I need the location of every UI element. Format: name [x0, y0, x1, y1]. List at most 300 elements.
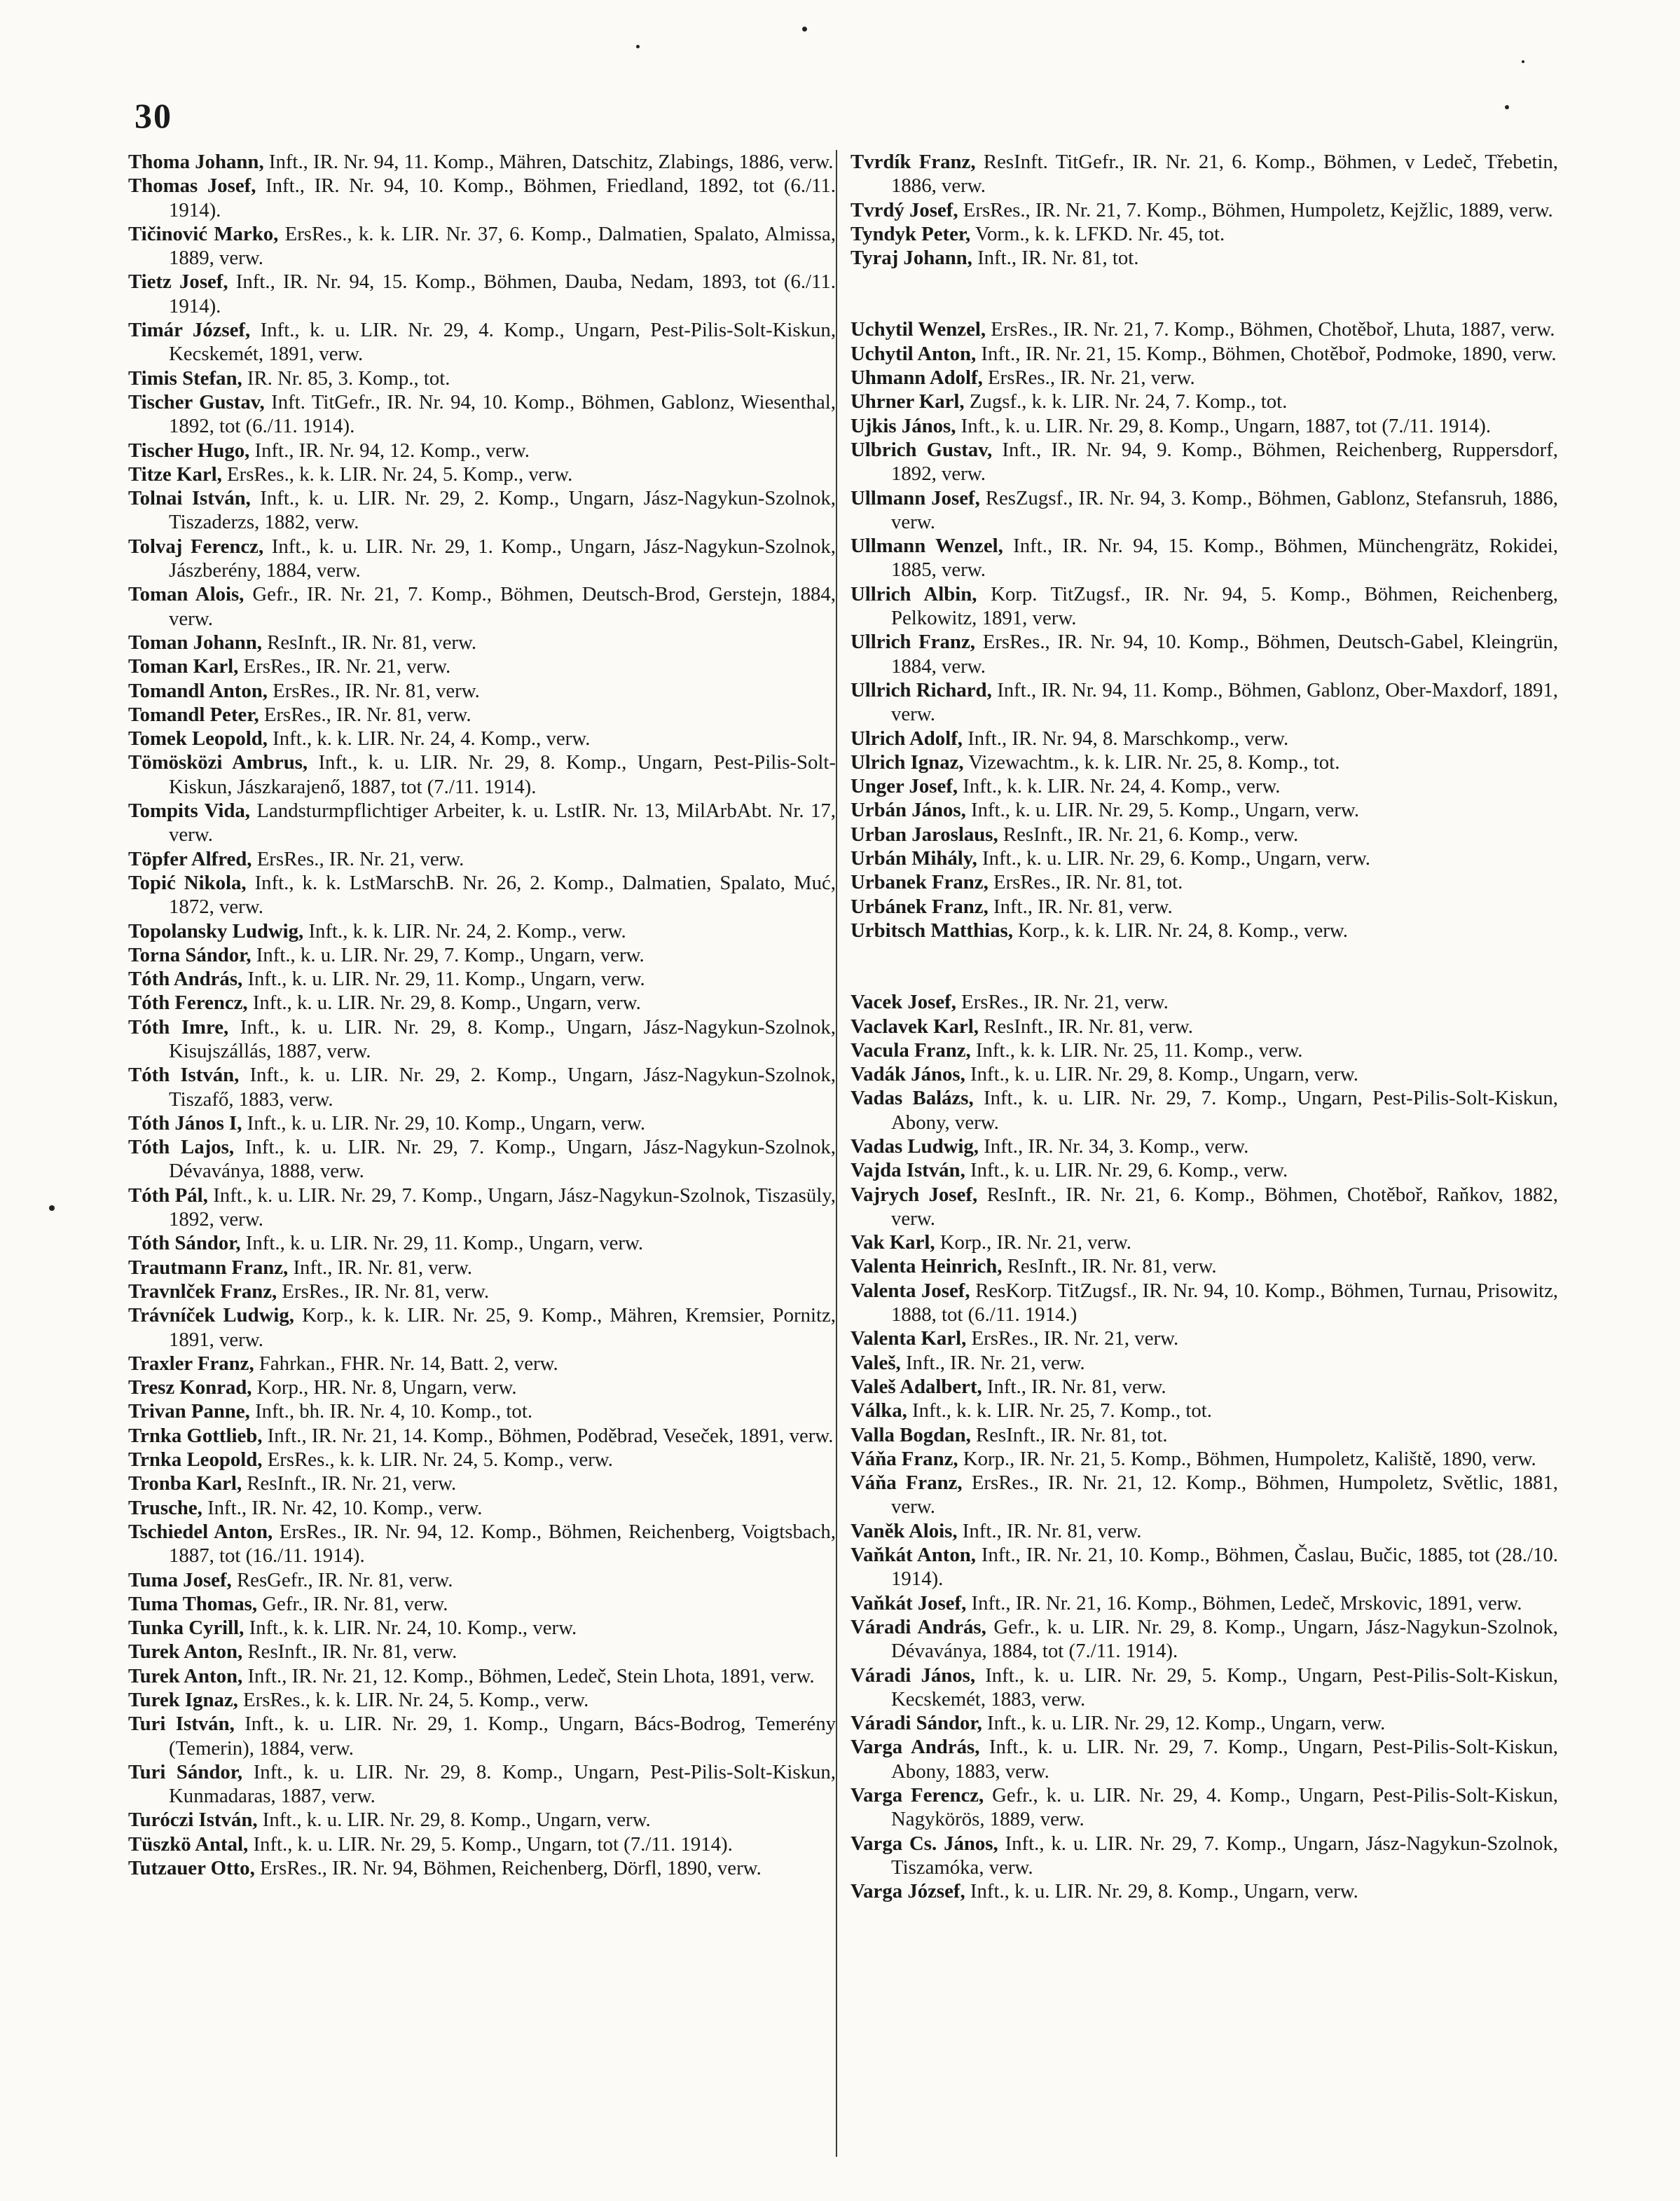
print-speck — [636, 45, 640, 48]
entry-name: Tvrdík Franz, — [851, 151, 976, 173]
entry-detail: ResInft., IR. Nr. 81, tot. — [976, 1423, 1168, 1446]
entry-detail: ErsRes., k. k. LIR. Nr. 37, 6. Komp., Dalmatien, Spalato, Almissa, 1889, verw. — [169, 222, 836, 270]
entry-detail: Inft., k. k. LIR. Nr. 24, 4. Komp., verw. — [963, 775, 1281, 798]
entry-detail: Inft., k. u. LIR. Nr. 29, 5. Komp., Ungarn, tot (7./11. 1914). — [253, 1832, 733, 1856]
entry-detail: ErsRes., IR. Nr. 21, verw. — [243, 655, 451, 678]
letter-section-gap — [851, 270, 1558, 317]
list-item — [128, 847, 836, 871]
entry-detail: Inft., k. u. LIR. Nr. 29, 2. Komp., Ungarn, Jász-Nagykun-Szolnok, Tiszaderzs, 1882, verw. — [169, 487, 836, 534]
entry-name: Traxler Franz, — [128, 1352, 254, 1375]
entry-detail: ErsRes., k. k. LIR. Nr. 24, 5. Komp., verw. — [243, 1689, 589, 1711]
entry-detail: Korp., IR. Nr. 21, 5. Komp., Böhmen, Humpoletz, Kaliště, 1890, verw. — [963, 1447, 1536, 1470]
entry-name: Valeš Adalbert, — [851, 1375, 982, 1398]
entry-detail: Inft., IR. Nr. 21, 12. Komp., Böhmen, Ledeč, Stein Lhota, 1891, verw. — [247, 1664, 815, 1687]
entry-name: Trnka Gottlieb, — [128, 1424, 263, 1447]
list-item — [128, 1520, 836, 1568]
entry-name: Trnka Leopold, — [128, 1448, 263, 1472]
entry-detail: Inft., k. u. LIR. Nr. 29, 6. Komp., verw. — [970, 1159, 1288, 1182]
list-item — [851, 1279, 1558, 1327]
entry-detail: Inft., k. u. LIR. Nr. 29, 8. Komp., Ungarn, Jász-Nagykun-Szolnok, Kisujszállás, 1887, verw. — [169, 1015, 836, 1062]
entry-detail: ErsRes., IR. Nr. 21, 12. Komp., Böhmen, Humpoletz, Světlic, 1881, verw. — [891, 1472, 1558, 1518]
entry-name: Unger Josef, — [851, 775, 958, 798]
entry-detail: Inft., IR. Nr. 21, 16. Komp., Böhmen, Ledeč, Mrskovic, 1891, verw. — [971, 1591, 1522, 1614]
entry-detail: ResInft. TitGefr., IR. Nr. 21, 6. Komp., Böhmen, v Ledeč, Třebetin, 1886, verw. — [891, 151, 1558, 198]
entry-name: Tietz Josef, — [128, 270, 228, 294]
entry-name: Tolnai István, — [128, 487, 251, 510]
entry-detail: Inft., IR. Nr. 21, 15. Komp., Böhmen, Chotěboř, Podmoke, 1890, verw. — [981, 342, 1557, 365]
entry-name: Ullrich Albin, — [851, 582, 977, 605]
entry-detail: ResInft., IR. Nr. 81, verw. — [1007, 1255, 1217, 1278]
list-item — [128, 1712, 836, 1760]
entry-name: Varga József, — [851, 1880, 965, 1903]
list-item — [851, 1615, 1558, 1664]
list-item — [851, 895, 1558, 919]
entry-name: Vadas Ludwig, — [851, 1134, 979, 1158]
entry-name: Tóth András, — [128, 968, 243, 991]
entry-detail: Inft., k. u. LIR. Nr. 29, 7. Komp., Ungarn, Jász-Nagykun-Szolnok, Dévaványa, 1888, verw. — [169, 1136, 836, 1183]
entry-detail: Inft. TitGefr., IR. Nr. 94, 10. Komp., Böhmen, Gablonz, Wiesenthal, 1892, tot (6./11. 1914). — [169, 390, 836, 438]
entry-name: Turek Anton, — [128, 1664, 243, 1687]
entry-detail: Vorm., k. k. LFKD. Nr. 45, tot. — [975, 222, 1225, 245]
entry-detail: Inft., k. k. LIR. Nr. 25, 7. Komp., tot. — [912, 1399, 1212, 1422]
list-item — [128, 1424, 836, 1448]
entry-name: Valeš, — [851, 1351, 901, 1374]
entry-detail: Inft., k. k. LstMarschB. Nr. 26, 2. Komp., Dalmatien, Spalato, Muć, 1872, verw. — [169, 871, 836, 919]
entry-detail: ErsRes., IR. Nr. 21, verw. — [988, 366, 1195, 390]
entry-detail: Inft., k. u. LIR. Nr. 29, 7. Komp., Ungarn, Pest-Pilis-Solt-Kiskun, Abony, verw. — [891, 1087, 1558, 1134]
column-divider — [836, 150, 837, 2157]
entry-name: Vaclavek Karl, — [851, 1015, 979, 1038]
list-item — [851, 990, 1558, 1014]
entry-detail: Inft., k. u. LIR. Nr. 29, 1. Komp., Ungarn, Bács-Bodrog, Temerény (Temerin), 1884, verw. — [169, 1713, 836, 1760]
entry-name: Valenta Heinrich, — [851, 1255, 1003, 1278]
entry-name: Thomas Josef, — [128, 174, 256, 198]
entry-detail: ResInft., IR. Nr. 81, verw. — [247, 1640, 457, 1664]
print-speck — [1505, 105, 1509, 109]
entry-detail: Inft., k. u. LIR. Nr. 29, 8. Komp., Ungarn, verw. — [970, 1880, 1358, 1903]
list-item — [128, 1111, 836, 1135]
entry-name: Tüszkö Antal, — [128, 1832, 249, 1856]
list-item — [128, 1399, 836, 1423]
entry-name: Urbanek Franz, — [851, 871, 989, 894]
entry-detail: ErsRes., k. k. LIR. Nr. 24, 5. Komp., verw. — [227, 462, 573, 486]
entry-detail: Gefr., k. u. LIR. Nr. 29, 8. Komp., Ungarn, Jász-Nagykun-Szolnok, Dévaványa, 1884, tot (7./11. 1914). — [891, 1615, 1558, 1663]
entry-name: Tičinović Marko, — [128, 222, 279, 245]
entry-name: Urban Jaroslaus, — [851, 823, 998, 846]
entry-name: Uchytil Anton, — [851, 342, 977, 365]
entry-name: Tyndyk Peter, — [851, 222, 971, 245]
entry-name: Vaněk Alois, — [851, 1519, 958, 1542]
entry-detail: Korp., HR. Nr. 8, Ungarn, verw. — [256, 1376, 517, 1399]
entry-detail: ResInft., IR. Nr. 21, 6. Komp., verw. — [1003, 823, 1299, 846]
entry-detail: ErsRes., k. k. LIR. Nr. 24, 5. Komp., verw. — [267, 1448, 613, 1472]
list-item — [851, 727, 1558, 750]
entry-name: Tóth Sándor, — [128, 1232, 241, 1255]
list-item — [851, 1832, 1558, 1880]
list-item — [851, 750, 1558, 774]
entry-detail: ResGefr., IR. Nr. 81, verw. — [236, 1568, 453, 1591]
entry-name: Turi István, — [128, 1713, 235, 1736]
list-item — [128, 318, 836, 366]
entry-name: Váradi András, — [851, 1615, 986, 1638]
list-item — [851, 846, 1558, 870]
entry-name: Tronba Karl, — [128, 1472, 242, 1495]
entry-detail: Inft., IR. Nr. 81, verw. — [293, 1256, 473, 1279]
list-item — [851, 222, 1558, 246]
entry-detail: Korp., IR. Nr. 21, verw. — [939, 1231, 1132, 1254]
list-item — [128, 1303, 836, 1352]
entry-detail: Inft., IR. Nr. 42, 10. Komp., verw. — [207, 1496, 483, 1519]
list-item — [128, 222, 836, 270]
list-item — [128, 1448, 836, 1472]
entry-name: Vaňkát Anton, — [851, 1544, 976, 1567]
list-item — [851, 1038, 1558, 1062]
list-item — [851, 1519, 1558, 1543]
entry-detail: Korp., k. k. LIR. Nr. 25, 9. Komp., Mähren, Kremsier, Pornitz, 1891, verw. — [169, 1304, 836, 1351]
list-item — [128, 1856, 836, 1880]
entry-name: Tóth János I, — [128, 1111, 242, 1134]
entry-name: Tschiedel Anton, — [128, 1520, 273, 1543]
print-speck — [802, 27, 807, 32]
list-item — [128, 1496, 836, 1520]
entry-name: Varga Ferencz, — [851, 1784, 984, 1806]
entry-detail: Inft., k. u. LIR. Nr. 29, 11. Komp., Ungarn, verw. — [247, 968, 645, 991]
entry-detail: Inft., k. u. LIR. Nr. 29, 8. Komp., Ungarn, Pest-Pilis-Solt-Kiskun, Kunmadaras, 1887, verw. — [169, 1760, 836, 1808]
entry-name: Urbán János, — [851, 799, 966, 822]
entry-detail: Inft., k. u. LIR. Nr. 29, 8. Komp., Ungarn, Pest-Pilis-Solt-Kiskun, Jászkarajenő, 1887, tot (7./11. 1914). — [169, 751, 836, 798]
entry-detail: Inft., IR. Nr. 94, 11. Komp., Böhmen, Gablonz, Ober-Maxdorf, 1891, verw. — [891, 678, 1558, 726]
list-item — [851, 774, 1558, 798]
entry-name: Travnlček Franz, — [128, 1280, 277, 1303]
entry-detail: Inft., k. u. LIR. Nr. 29, 8. Komp., Ungarn, verw. — [970, 1063, 1358, 1086]
entry-name: Ullrich Richard, — [851, 678, 992, 701]
entry-name: Váňa Franz, — [851, 1472, 963, 1495]
entry-detail: Inft., IR. Nr. 81, tot. — [977, 247, 1139, 270]
list-item — [128, 366, 836, 390]
list-item — [128, 1063, 836, 1111]
entry-detail: Inft., k. u. LIR. Nr. 29, 5. Komp., Ungarn, verw. — [971, 799, 1360, 822]
entry-name: Toman Alois, — [128, 583, 245, 606]
entry-detail: Inft., k. k. LIR. Nr. 24, 4. Komp., verw. — [273, 727, 591, 750]
print-speck — [1522, 60, 1524, 63]
entry-name: Tutzauer Otto, — [128, 1857, 255, 1880]
right-column — [851, 150, 1558, 1903]
entry-name: Topolansky Ludwig, — [128, 919, 304, 942]
entry-detail: Inft., k. u. LIR. Nr. 29, 7. Komp., Ungarn, Jász-Nagykun-Szolnok, Tiszasüly, 1892, verw. — [169, 1184, 836, 1231]
entry-name: Urbitsch Matthias, — [851, 919, 1013, 942]
list-item — [851, 1783, 1558, 1832]
list-item — [128, 1664, 836, 1688]
entry-name: Tóth István, — [128, 1064, 240, 1087]
entry-name: Váňa Franz, — [851, 1447, 958, 1470]
list-item — [851, 246, 1558, 270]
entry-detail: Zugsf., k. k. LIR. Nr. 24, 7. Komp., tot. — [969, 390, 1288, 413]
left-column — [128, 150, 836, 1880]
entry-name: Tresz Konrad, — [128, 1376, 252, 1399]
list-item — [851, 823, 1558, 846]
entry-name: Trusche, — [128, 1496, 202, 1519]
entry-name: Tuma Josef, — [128, 1568, 232, 1591]
list-item — [128, 679, 836, 703]
list-item — [128, 991, 836, 1015]
entry-detail: ErsRes., IR. Nr. 21, verw. — [256, 847, 464, 870]
entry-detail: Inft., k. u. LIR. Nr. 29, 8. Komp., Ungarn, verw. — [252, 992, 641, 1015]
entry-detail: Inft., k. k. LIR. Nr. 25, 11. Komp., verw. — [975, 1038, 1303, 1062]
entry-detail: Inft., IR. Nr. 81, verw. — [986, 1375, 1166, 1398]
entry-name: Vacula Franz, — [851, 1038, 971, 1062]
entry-detail: ErsRes., IR. Nr. 21, 7. Komp., Böhmen, Humpoletz, Kejžlic, 1889, verw. — [963, 198, 1553, 221]
entry-name: Titze Karl, — [128, 462, 222, 486]
list-item — [128, 919, 836, 943]
entry-detail: ErsRes., IR. Nr. 21, verw. — [971, 1327, 1179, 1350]
list-item — [851, 366, 1558, 390]
list-item — [128, 535, 836, 583]
list-item — [128, 1592, 836, 1616]
entry-name: Váradi János, — [851, 1664, 976, 1687]
entry-detail: Inft., IR. Nr. 94, 9. Komp., Böhmen, Reichenberg, Ruppersdorf, 1892, verw. — [891, 438, 1558, 486]
list-item — [128, 1616, 836, 1640]
entry-detail: Inft., IR. Nr. 94, 15. Komp., Böhmen, Dauba, Nedam, 1893, tot (6./11. 1914). — [169, 270, 836, 317]
list-item — [851, 582, 1558, 631]
entry-name: Uchytil Wenzel, — [851, 318, 986, 341]
entry-detail: Inft., k. u. LIR. Nr. 29, 12. Komp., Ungarn, verw. — [986, 1712, 1386, 1735]
entry-detail: Inft., k. u. LIR. Nr. 29, 7. Komp., Ungarn, verw. — [256, 943, 645, 966]
list-item — [851, 678, 1558, 727]
entry-name: Vajda István, — [851, 1159, 965, 1182]
entry-detail: Inft., bh. IR. Nr. 4, 10. Komp., tot. — [255, 1400, 533, 1423]
list-item — [851, 1664, 1558, 1712]
entry-detail: Inft., IR. Nr. 81, verw. — [962, 1519, 1142, 1542]
page-number: 30 — [135, 96, 172, 135]
list-item — [128, 727, 836, 750]
print-speck — [49, 1205, 55, 1211]
list-item — [851, 342, 1558, 366]
entry-name: Varga Cs. János, — [851, 1832, 998, 1855]
entry-detail: ResZugsf., IR. Nr. 94, 3. Komp., Böhmen, Gablonz, Stefansruh, 1886, verw. — [891, 486, 1558, 533]
entry-name: Tischer Gustav, — [128, 390, 265, 413]
entry-detail: Inft., IR. Nr. 21, verw. — [905, 1351, 1085, 1374]
entry-name: Uhrner Karl, — [851, 390, 965, 413]
list-item — [128, 1231, 836, 1255]
list-item — [128, 799, 836, 847]
entry-name: Ulbrich Gustav, — [851, 438, 993, 461]
list-item — [128, 1280, 836, 1303]
list-item — [851, 486, 1558, 535]
entry-detail: Inft., IR. Nr. 81, verw. — [993, 895, 1173, 918]
entry-name: Turi Sándor, — [128, 1760, 243, 1783]
list-item — [851, 1254, 1558, 1278]
entry-name: Toman Johann, — [128, 631, 263, 654]
list-item — [128, 943, 836, 967]
list-item — [851, 798, 1558, 822]
entry-name: Turek Anton, — [128, 1640, 243, 1664]
list-item — [851, 198, 1558, 222]
entry-name: Turek Ignaz, — [128, 1689, 238, 1711]
list-item — [851, 1591, 1558, 1615]
list-item — [851, 1543, 1558, 1591]
list-item — [851, 1423, 1558, 1447]
entry-name: Valenta Karl, — [851, 1327, 967, 1350]
list-item — [128, 270, 836, 318]
entry-name: Trautmann Franz, — [128, 1256, 289, 1279]
list-item — [128, 750, 836, 799]
entry-name: Trávníček Ludwig, — [128, 1304, 294, 1327]
entry-detail: Inft., k. u. LIR. Nr. 29, 8. Komp., Ungarn, 1887, tot (7./11. 1914). — [961, 414, 1492, 437]
entry-detail: Inft., k. u. LIR. Nr. 29, 7. Komp., Ungarn, Jász-Nagykun-Szolnok, Tiszamóka, verw. — [891, 1832, 1558, 1879]
entry-name: Tomandl Peter, — [128, 703, 259, 726]
entry-detail: ResInft., IR. Nr. 81, verw. — [267, 631, 477, 654]
list-item — [128, 1472, 836, 1495]
entry-detail: ErsRes., IR. Nr. 81, tot. — [993, 871, 1183, 894]
entry-detail: Inft., k. k. LIR. Nr. 24, 2. Komp., verw. — [308, 919, 626, 942]
list-item — [851, 870, 1558, 894]
list-item — [851, 1879, 1558, 1903]
list-item — [851, 438, 1558, 486]
list-item — [128, 871, 836, 919]
entry-detail: ResInft., IR. Nr. 81, verw. — [984, 1015, 1193, 1038]
entry-name: Tomek Leopold, — [128, 727, 268, 750]
entry-name: Ullrich Franz, — [851, 631, 975, 654]
list-item — [851, 1399, 1558, 1422]
entry-name: Trivan Panne, — [128, 1400, 250, 1423]
list-item — [851, 1447, 1558, 1471]
entry-name: Urbánek Franz, — [851, 895, 989, 918]
entry-detail: Korp., k. k. LIR. Nr. 24, 8. Komp., verw. — [1018, 919, 1349, 942]
entry-detail: Inft., k. u. LIR. Nr. 29, 7. Komp., Ungarn, Pest-Pilis-Solt-Kiskun, Abony, 1883, verw. — [891, 1736, 1559, 1783]
entry-detail: ErsRes., IR. Nr. 81, verw. — [263, 703, 471, 726]
list-item — [128, 1568, 836, 1592]
entry-detail: IR. Nr. 85, 3. Komp., tot. — [247, 366, 450, 390]
entry-detail: Inft., IR. Nr. 34, 3. Komp., verw. — [984, 1134, 1249, 1158]
entry-detail: ErsRes., IR. Nr. 81, verw. — [282, 1280, 490, 1303]
list-item — [851, 1375, 1558, 1399]
list-item — [851, 1711, 1558, 1735]
entry-name: Varga András, — [851, 1736, 980, 1759]
entry-detail: Inft., k. u. LIR. Nr. 29, 2. Komp., Ungarn, Jász-Nagykun-Szolnok, Tiszafő, 1883, verw. — [169, 1064, 836, 1111]
entry-detail: ResKorp. TitZugsf., IR. Nr. 94, 10. Komp., Böhmen, Turnau, Prisowitz, 1888, tot (6./11. 1914.) — [891, 1279, 1559, 1326]
list-item — [851, 1183, 1558, 1231]
entry-name: Ulrich Adolf, — [851, 727, 963, 750]
entry-name: Turóczi István, — [128, 1809, 258, 1832]
list-item — [851, 1015, 1558, 1038]
entry-name: Valenta Josef, — [851, 1279, 970, 1302]
list-item — [128, 150, 836, 174]
list-item — [851, 414, 1558, 438]
list-item — [851, 1062, 1558, 1086]
list-item — [128, 390, 836, 439]
entry-name: Urbán Mihály, — [851, 847, 977, 870]
entry-name: Tóth Ferencz, — [128, 992, 248, 1015]
entry-detail: Inft., k. u. LIR. Nr. 29, 8. Komp., Ungarn, verw. — [262, 1809, 651, 1832]
entry-detail: Inft., k. u. LIR. Nr. 29, 1. Komp., Ungarn, Jász-Nagykun-Szolnok, Jászberény, 1884, verw. — [169, 535, 836, 582]
list-item — [851, 1471, 1558, 1519]
entry-detail: Inft., IR. Nr. 94, 12. Komp., verw. — [254, 439, 530, 462]
list-item — [128, 1135, 836, 1184]
entry-detail: Fahrkan., FHR. Nr. 14, Batt. 2, verw. — [259, 1352, 558, 1375]
entry-detail: Gefr., k. u. LIR. Nr. 29, 4. Komp., Ungarn, Pest-Pilis-Solt-Kiskun, Nagykörös, 1889, verw. — [891, 1784, 1558, 1831]
entry-name: Vajrych Josef, — [851, 1183, 978, 1206]
list-item — [128, 1015, 836, 1064]
entry-name: Uhmann Adolf, — [851, 366, 983, 390]
entry-detail: ResInft., IR. Nr. 21, verw. — [247, 1472, 457, 1495]
entry-detail: Inft., k. u. LIR. Nr. 29, 5. Komp., Ungarn, Pest-Pilis-Solt-Kiskun, Kecskemét, 1883, verw. — [891, 1664, 1559, 1710]
entry-detail: ErsRes., IR. Nr. 81, verw. — [273, 679, 480, 702]
entry-detail: ErsRes., IR. Nr. 21, 7. Komp., Böhmen, Chotěboř, Lhuta, 1887, verw. — [991, 318, 1555, 341]
list-item — [128, 486, 836, 535]
list-item — [851, 150, 1558, 198]
entry-name: Vak Karl, — [851, 1231, 935, 1254]
entry-detail: Inft., k. k. LIR. Nr. 24, 10. Komp., verw. — [249, 1617, 577, 1640]
entry-detail: Inft., IR. Nr. 94, 11. Komp., Mähren, Datschitz, Zlabings, 1886, verw. — [268, 151, 834, 173]
entry-name: Vadas Balázs, — [851, 1087, 974, 1110]
entry-detail: ErsRes., IR. Nr. 21, verw. — [961, 991, 1169, 1014]
list-item — [851, 1351, 1558, 1375]
list-item — [128, 1760, 836, 1809]
entry-detail: Inft., IR. Nr. 94, 15. Komp., Böhmen, Münchengrätz, Rokidei, 1885, verw. — [891, 535, 1558, 582]
entry-name: Tóth Pál, — [128, 1184, 208, 1207]
entry-name: Ullmann Wenzel, — [851, 535, 1003, 558]
entry-name: Váradi Sándor, — [851, 1712, 982, 1735]
entry-name: Tompits Vida, — [128, 800, 250, 823]
list-item — [128, 654, 836, 678]
entry-detail: ErsRes., IR. Nr. 94, 10. Komp., Böhmen, Deutsch-Gabel, Kleingrün, 1884, verw. — [891, 631, 1559, 678]
entry-name: Tömösközi Ambrus, — [128, 751, 308, 774]
entry-detail: Inft., IR. Nr. 21, 14. Komp., Böhmen, Poděbrad, Veseček, 1891, verw. — [267, 1424, 834, 1447]
list-item — [128, 1184, 836, 1232]
entry-detail: Inft., IR. Nr. 21, 10. Komp., Böhmen, Časlau, Bučic, 1885, tot (28./10. 1914). — [891, 1544, 1558, 1591]
list-item — [128, 1376, 836, 1399]
entry-name: Ulrich Ignaz, — [851, 750, 964, 774]
entry-name: Tóth Imre, — [128, 1015, 229, 1038]
list-item — [851, 1230, 1558, 1254]
list-item — [128, 967, 836, 991]
list-item — [851, 919, 1558, 942]
list-item — [851, 1086, 1558, 1134]
entry-detail: Gefr., IR. Nr. 21, 7. Komp., Böhmen, Deutsch-Brod, Gerstejn, 1884, verw. — [169, 583, 836, 630]
entry-name: Tvrdý Josef, — [851, 198, 958, 221]
list-item — [128, 631, 836, 654]
entry-name: Tolvaj Ferencz, — [128, 535, 264, 558]
entry-detail: Inft., IR. Nr. 94, 8. Marschkomp., verw. — [968, 727, 1289, 750]
entry-name: Torna Sándor, — [128, 943, 252, 966]
entry-detail: Inft., k. u. LIR. Nr. 29, 6. Komp., Ungarn, verw. — [982, 847, 1371, 870]
list-item — [128, 1808, 836, 1832]
list-item — [128, 1256, 836, 1280]
list-item — [128, 1832, 836, 1856]
list-item — [851, 1735, 1558, 1783]
entry-name: Töpfer Alfred, — [128, 847, 252, 870]
entry-name: Ullmann Josef, — [851, 486, 980, 509]
entry-name: Vacek Josef, — [851, 991, 956, 1014]
list-item — [128, 1352, 836, 1376]
entry-name: Topić Nikola, — [128, 871, 247, 894]
list-item — [851, 534, 1558, 582]
entry-name: Vadák János, — [851, 1063, 965, 1086]
entry-name: Valla Bogdan, — [851, 1423, 971, 1446]
list-item — [128, 1640, 836, 1664]
list-item — [128, 439, 836, 462]
entry-detail: ErsRes., IR. Nr. 94, 12. Komp., Böhmen, Reichenberg, Voigtsbach, 1887, tot (16./11. 1914). — [169, 1520, 836, 1568]
entry-detail: Vizewachtm., k. k. LIR. Nr. 25, 8. Komp., tot. — [968, 750, 1340, 774]
entry-name: Toman Karl, — [128, 655, 239, 678]
entry-name: Tischer Hugo, — [128, 439, 250, 462]
entry-name: Tuma Thomas, — [128, 1592, 258, 1615]
entry-detail: Gefr., IR. Nr. 81, verw. — [262, 1592, 448, 1615]
entry-name: Timis Stefan, — [128, 366, 242, 390]
list-item — [851, 317, 1558, 341]
list-item — [851, 1326, 1558, 1350]
entry-name: Tóth Lajos, — [128, 1136, 235, 1159]
